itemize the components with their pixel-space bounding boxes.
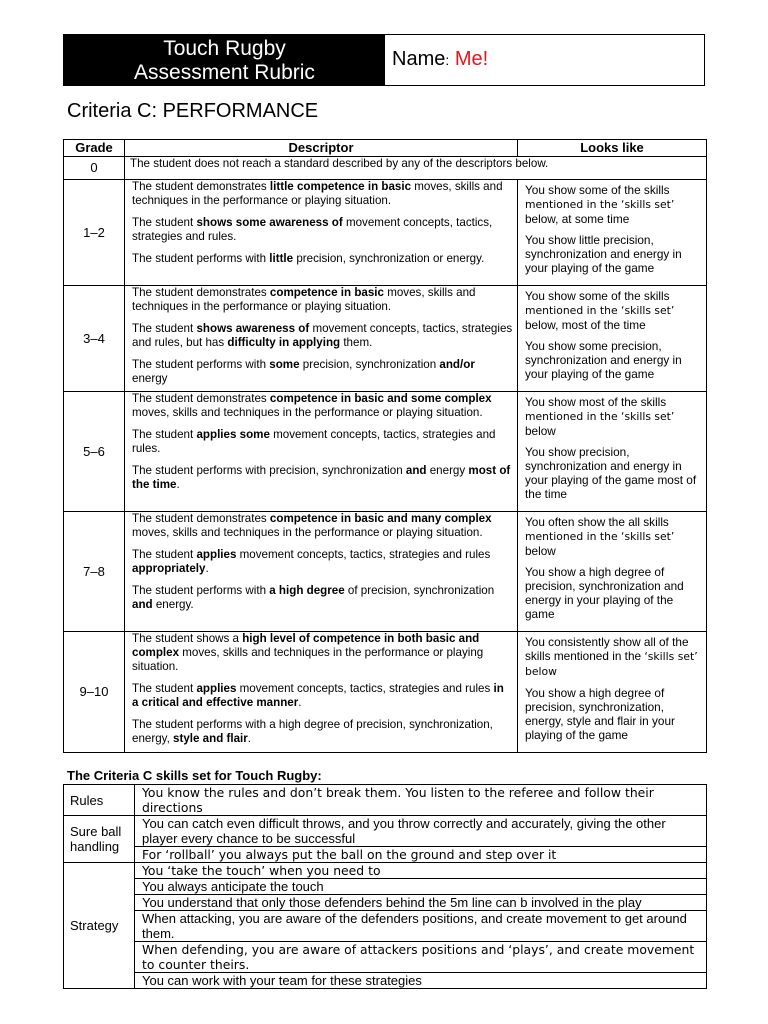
descriptor-cell: The student does not reach a standard described by any of the descriptors below. bbox=[125, 157, 707, 180]
rubric-row-9-10 bbox=[64, 632, 707, 753]
skill-text: For ‘rollball’ you always put the ball on the ground and step over it bbox=[135, 847, 707, 863]
skills-row-strategy-5 bbox=[64, 942, 707, 973]
rubric-row-5-6 bbox=[64, 392, 707, 512]
descriptor-cell: The student demonstrates competence in basic and many complex moves, skills and techniques in the performance or playing situation. The student applies movement concepts, tactics, strategies and rules appropriately. The student performs with a high degree of precision, synchronization and energy. bbox=[125, 512, 518, 632]
name-label: Name bbox=[392, 48, 446, 70]
looks-like-header: Looks like bbox=[518, 140, 707, 157]
skill-text: When defending, you are aware of attackers positions and ‘plays’, and create movement to counter theirs. bbox=[135, 942, 707, 973]
skills-row-rules bbox=[64, 785, 707, 816]
skills-row-handling-1 bbox=[64, 816, 707, 847]
grade-cell: 0 bbox=[64, 157, 125, 180]
title-line-2: Assessment Rubric bbox=[134, 61, 315, 84]
rubric-table bbox=[63, 139, 707, 753]
name-value[interactable]: Me! bbox=[454, 48, 489, 70]
skills-row-strategy-4 bbox=[64, 911, 707, 942]
rubric-row-7-8 bbox=[64, 512, 707, 632]
category-handling: Sure ball handling bbox=[64, 816, 135, 863]
looks-like-cell: You consistently show all of the skills mentioned in the ‘skills set’ below You show a high degree of precision, synchronization, energy, style and flair in your playing of the game bbox=[518, 632, 707, 753]
skills-row-strategy-2 bbox=[64, 879, 707, 895]
skills-row-handling-2 bbox=[64, 847, 707, 863]
grade-cell: 9–10 bbox=[64, 632, 125, 753]
rubric-header-row bbox=[64, 140, 707, 157]
criteria-heading: Criteria C: PERFORMANCE bbox=[67, 100, 319, 122]
skill-text: You understand that only those defenders behind the 5m line can b involved in the play bbox=[135, 895, 707, 911]
grade-header: Grade bbox=[64, 140, 125, 157]
looks-like-cell: You show some of the skills mentioned in the ‘skills set’ below, most of the time You show some precision, synchronization and energy in your playing of the game bbox=[518, 286, 707, 392]
skill-text: You can catch even difficult throws, and you throw correctly and accurately, giving the other player every chance to be successful bbox=[135, 816, 707, 847]
skills-set-heading: The Criteria C skills set for Touch Rugby: bbox=[67, 768, 322, 783]
descriptor-cell: The student demonstrates little competence in basic moves, skills and techniques in the performance or playing situation. The student shows some awareness of movement concepts, tactics, strategies and rules. The student performs with little precision, synchronization or energy. bbox=[125, 180, 518, 286]
descriptor-cell: The student shows a high level of competence in both basic and complex moves, skills and techniques in the performance or playing situation. The student applies movement concepts, tactics, strategies and rules in a critical and effective manner. The student performs with a high degree of precision, synchronization, energy, style and flair. bbox=[125, 632, 518, 753]
looks-like-cell: You often show the all skills mentioned in the ‘skills set’ below You show a high degree of precision, synchronization and energy in your playing of the game bbox=[518, 512, 707, 632]
category-strategy: Strategy bbox=[64, 863, 135, 989]
document-header bbox=[63, 34, 705, 86]
grade-cell: 3–4 bbox=[64, 286, 125, 392]
skill-text: You always anticipate the touch bbox=[135, 879, 707, 895]
skills-row-strategy-3 bbox=[64, 895, 707, 911]
grade-cell: 1–2 bbox=[64, 180, 125, 286]
skills-row-strategy-1 bbox=[64, 863, 707, 879]
rubric-row-0 bbox=[64, 157, 707, 180]
skills-set-table bbox=[63, 784, 707, 989]
descriptor-cell: The student demonstrates competence in basic moves, skills and techniques in the performance or playing situation. The student shows awareness of movement concepts, tactics, strategies and rules, but has difficulty in applying them. The student performs with some precision, synchronization and/or energy bbox=[125, 286, 518, 392]
title-line-1: Touch Rugby bbox=[163, 37, 286, 60]
name-colon: : bbox=[445, 52, 450, 68]
descriptor-cell: The student demonstrates competence in basic and some complex moves, skills and techniques in the performance or playing situation. The student applies some movement concepts, tactics, strategies and rules. The student performs with precision, synchronization and energy most of the time. bbox=[125, 392, 518, 512]
skill-text: You know the rules and don’t break them. You listen to the referee and follow their directions bbox=[135, 785, 707, 816]
grade-cell: 5–6 bbox=[64, 392, 125, 512]
grade-cell: 7–8 bbox=[64, 512, 125, 632]
category-rules: Rules bbox=[64, 785, 135, 816]
skill-text: You ‘take the touch’ when you need to bbox=[135, 863, 707, 879]
rubric-title bbox=[64, 35, 385, 85]
name-field[interactable] bbox=[385, 35, 704, 85]
rubric-row-1-2 bbox=[64, 180, 707, 286]
skill-text: When attacking, you are aware of the defenders positions, and create movement to get around them. bbox=[135, 911, 707, 942]
rubric-row-3-4 bbox=[64, 286, 707, 392]
skill-text: You can work with your team for these strategies bbox=[135, 973, 707, 989]
descriptor-header: Descriptor bbox=[125, 140, 518, 157]
looks-like-cell: You show most of the skills mentioned in the ‘skills set’ below You show precision, synchronization and energy in your playing of the game most of the time bbox=[518, 392, 707, 512]
looks-like-cell: You show some of the skills mentioned in the ‘skills set’ below, at some time You show little precision, synchronization and energy in your playing of the game bbox=[518, 180, 707, 286]
skills-row-strategy-6 bbox=[64, 973, 707, 989]
